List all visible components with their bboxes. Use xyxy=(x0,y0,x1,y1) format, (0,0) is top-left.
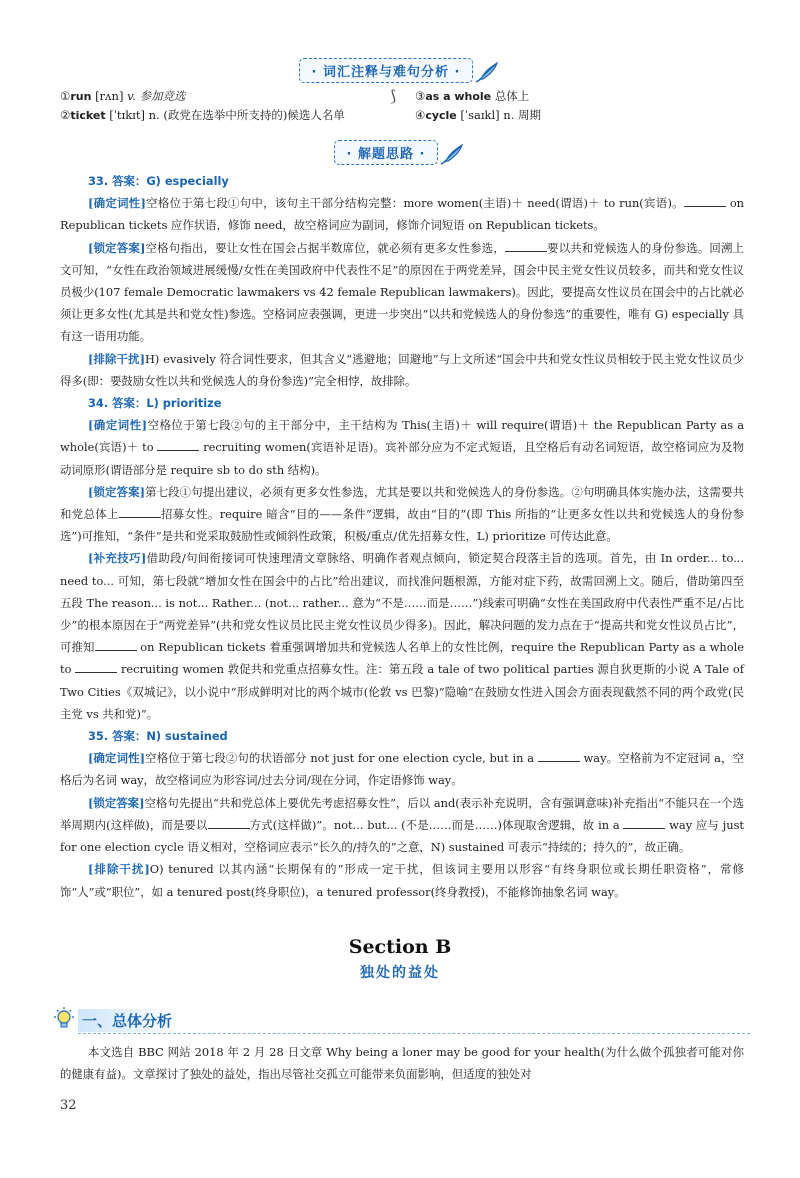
brace-icon: ⟆ xyxy=(390,87,396,105)
analysis-paragraph: [锁定答案]空格句指出，要让女性在国会占据半数席位，就必须有更多女性参选， 要以共和党候选人的身份参选。回溯上文可知，“女性在政治领域进展缓慢/女性在美国政府中代表性不足”的原因在于两党差异，国会中民主党女性议员较多，而共和党女性议员极少(107 female Democratic lawmakers vs 42 female Republican lawmakers)。因此，要提高女性议员在国会中的占比就必须让更多女性(尤其是共和党女性)参选。空格词应表强调，更进一步突出“以共和党候选人的身份参选”的重要性，唯有 G) especially 具有这一语用功能。 xyxy=(60,240,744,344)
vocab-notes-banner xyxy=(0,58,800,83)
analysis-paragraph: [确定词性]空格位于第七段②句的主干部分中，主干结构为 This(主语)＋ will require(谓语)＋ the Republican Party as a whole(宾语)＋ to recruiting women(宾语补足语)。宾补部分应为不定式短语，且空格后有动名词短语，故空格词应为及物动词原形(谓语部分是 require sb to do sth 结构)。 xyxy=(60,418,745,477)
solution-banner xyxy=(0,140,800,165)
section-subtitle: 独处的益处 xyxy=(360,965,440,981)
answer-heading-34: 34. 答案：L) prioritize xyxy=(88,396,222,411)
overview-label: 一、总体分析 xyxy=(78,1009,182,1032)
blank-line xyxy=(157,440,199,451)
analysis-paragraph: [补充技巧]借助段/句间衔接词可快速理清文章脉络、明确作者观点倾向，锁定契合段落主旨的选项。首先，由 In order... to... need to... 可知，第七段就“增加女性在国会中的占比”给出建议，而找准问题根源，方能对症下药，故需回溯上文。随后，借助第四至五段 The reason... is not... Rather... (not... rather... 意为“不是……而是……”)线索可明确“女性在美国政府中代表性严重不足/占比少”的根本原因在于“两党差异”(共和党女性议员比民主党女性议员少得多)。因此，解决问题的发力点在于“提高共和党女性议员占比”，可推知 on Republican tickets 着重强调增加共和党候选人名单上的女性比例，require the Republican Party as a whole to recruiting women 敦促共和党重点招募女性。注：第五段 a tale of two political parties 源自狄更斯的小说 A Tale of Two Cities《双城记》，以小说中“形成鲜明对比的两个城市(伦敦 vs 巴黎)”隐喻“在鼓励女性进入国会方面表现截然不同的两个政党(民主党 vs 共和党)”。 xyxy=(60,551,744,721)
answer-heading-35: 35. 答案：N) sustained xyxy=(88,729,228,744)
overview-heading xyxy=(50,1003,750,1037)
vocab-list xyxy=(60,87,760,125)
answer-heading-33: 33. 答案：G) especially xyxy=(88,174,229,188)
section-b-heading xyxy=(0,936,800,982)
page-number: 32 xyxy=(60,1098,77,1113)
blank-line xyxy=(208,818,250,829)
blank-line xyxy=(538,751,580,762)
blank-line xyxy=(119,507,161,518)
vocab-item-as-a-whole: ③as a whole 总体上 xyxy=(415,89,530,103)
dashed-divider xyxy=(78,1033,750,1034)
analysis-paragraph: [锁定答案]空格句先提出“共和党总体上要优先考虑招募女性”，后以 and(表示补充说明，含有强调意味)补充指出“不能只在一个选举周期内(这样做)，而是要以 方式(这样做)”。not... but... (不是……而是……)体现取舍逻辑，故 in a way 应与 just for one election cycle 语义相对，空格词应表示“长久的/持久的”之意，N) sustained 可表示“持续的；持久的”，故正确。 xyxy=(60,795,745,855)
analysis-paragraph: [锁定答案]第七段①句提出建议，必须有更多女性参选，尤其是要以共和党候选人的身份参选。②句明确具体实施办法，这需要共和党总体上 招募女性。require 暗含“目的——条件”逻辑，故由“目的”(即 This 所指的“让更多女性以共和党候选人的身份参选”)可推知，“条件”是共和党采取鼓励性或倾斜性政策，积极/重点/优先招募女性，L) prioritize 可传达此意。 xyxy=(60,484,744,544)
blank-line xyxy=(623,818,665,829)
blank-line xyxy=(75,662,117,673)
banner-label: · 词汇注释与难句分析 · xyxy=(299,58,474,83)
blank-line xyxy=(684,196,726,207)
section-title: Section B xyxy=(348,936,452,958)
analysis-paragraph: [排除干扰]H) evasively 符合词性要求，但其含义“逃避地；回避地”与上文所述“国会中共和党女性议员相较于民主党女性议员少得多(即：要鼓励女性以共和党候选人的身份参选)”完全相悖，故排除。 xyxy=(60,351,745,388)
quill-pen-icon xyxy=(475,61,501,83)
vocab-item-run: ①run [rʌn] v. 参加竞选 xyxy=(60,89,186,103)
solution-content xyxy=(60,170,744,903)
vocab-item-ticket: ②ticket [ˈtɪkɪt] n. (政党在选举中所支持的)候选人名单 xyxy=(60,108,345,122)
vocab-item-cycle: ④cycle [ˈsaɪkl] n. 周期 xyxy=(415,108,542,122)
blank-line xyxy=(95,640,137,651)
analysis-paragraph: [确定词性]空格位于第七段②句的状语部分 not just for one election cycle, but in a way。空格前为不定冠词 a，空格后为名词 way，故空格词应为形容词/过去分词/现在分词，作定语修饰 way。 xyxy=(60,751,745,788)
analysis-paragraph: [排除干扰]O) tenured 以其内涵“长期保有的”形成一定干扰，但该词主要用以形容“有终身职位或长期任职资格”，常修饰“人”或“职位”，如 a tenured post(终身职位)，a tenured professor(终身教授)，不能修饰抽象名词 way。 xyxy=(60,862,744,899)
banner-label: · 解题思路 · xyxy=(334,140,439,165)
blank-line xyxy=(505,241,547,252)
analysis-paragraph: [确定词性]空格位于第七段①句中，该句主干部分结构完整：more women(主语)＋ need(谓语)＋ to run(宾语)。 on Republican tickets 应作状语，修饰 need，故空格词应为副词，修饰介词短语 on Republican tickets。 xyxy=(60,196,745,233)
lightbulb-icon xyxy=(50,1005,78,1033)
intro-paragraph: 本文选自 BBC 网站 2018 年 2 月 28 日文章 Why being a loner may be good for your health(为什么做个孤独者可能对你的健康有益)。文章探讨了独处的益处，指出尽管社交孤立可能带来负面影响，但适度的独处对 xyxy=(60,1045,744,1081)
quill-pen-icon xyxy=(440,143,466,165)
